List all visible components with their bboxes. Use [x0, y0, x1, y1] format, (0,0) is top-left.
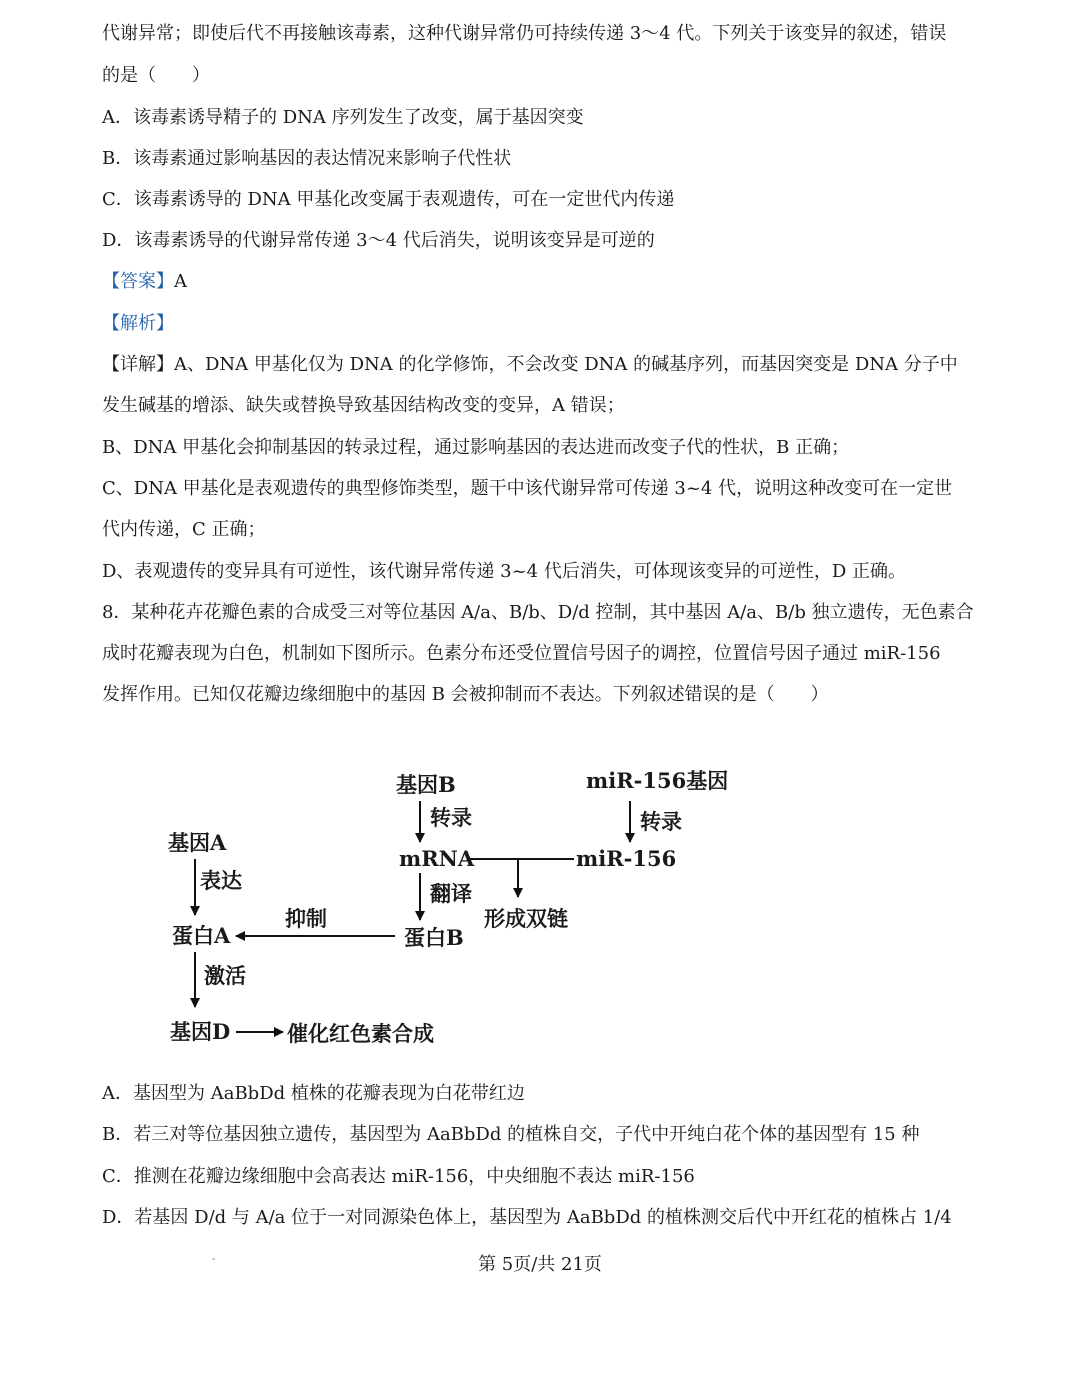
page-number: 第 5页/共 21页 [478, 1254, 602, 1275]
answer-tag: 【答案】 [102, 271, 174, 292]
answer-value: A [174, 271, 187, 292]
label-mrna: mRNA [399, 846, 475, 871]
label-transcribe-mir: 转录 [640, 809, 682, 834]
detail-line-6: D、表观遗传的变异具有可逆性，该代谢异常传递 3~4 代后消失，可体现该变异的可逆性，D 正确。 [102, 561, 907, 582]
detail-line-4: C、DNA 甲基化是表观遗传的典型修饰类型，题干中该代谢异常可传递 3~4 代，说明这种改变可在一定世 [102, 478, 953, 499]
answer-line [102, 270, 187, 294]
label-gene-d: 基因D [170, 1019, 231, 1044]
label-activate: 激活 [204, 963, 246, 988]
detail-line-3: B、DNA 甲基化会抑制基因的转录过程，通过影响基因的表达进而改变子代的性状，B 正确； [102, 437, 850, 458]
q8-option-c: C．推测在花瓣边缘细胞中会高表达 miR-156，中央细胞不表达 miR-156 [102, 1166, 695, 1187]
label-catalyze: 催化红色素合成 [287, 1021, 434, 1046]
label-protein-b: 蛋白B [404, 925, 464, 950]
q8-stem-line-3: 发挥作用。已知仅花瓣边缘细胞中的基因 B 会被抑制而不表达。下列叙述错误的是（ ） [102, 684, 829, 705]
q8-option-d: D．若基因 D/d 与 A/a 位于一对同源染色体上，基因型为 AaBbDd 的植株测交后代中开红花的植株占 1/4 [102, 1207, 952, 1228]
label-gene-a: 基因A [168, 830, 227, 855]
label-translate: 翻译 [430, 881, 472, 906]
label-double-strand: 形成双链 [484, 906, 568, 931]
q8-stem-line-2: 成时花瓣表现为白色，机制如下图所示。色素分布还受位置信号因子的调控，位置信号因子通过 miR-156 [102, 643, 941, 664]
q7-option-a: A．该毒素诱导精子的 DNA 序列发生了改变，属于基因突变 [102, 107, 584, 128]
analysis-tag: 【解析】 [102, 313, 174, 334]
label-express: 表达 [200, 868, 242, 893]
analysis-line [102, 312, 174, 336]
mechanism-diagram [150, 755, 750, 1055]
label-mir-gene: miR-156基因 [586, 768, 729, 793]
label-protein-a: 蛋白A [172, 923, 231, 948]
q8-option-b: B．若三对等位基因独立遗传，基因型为 AaBbDd 的植株自交，子代中开纯白花个体的基因型有 15 种 [102, 1124, 920, 1145]
detail-tag: 【详解】 [102, 354, 174, 375]
q7-option-c: C．该毒素诱导的 DNA 甲基化改变属于表观遗传，可在一定世代内传递 [102, 189, 675, 210]
q8-stem-line-1: 8．某种花卉花瓣色素的合成受三对等位基因 A/a、B/b、D/d 控制，其中基因 A/a、B/b 独立遗传，无色素合 [102, 602, 974, 623]
label-mir156: miR-156 [576, 846, 677, 871]
footer-mark: - [212, 1254, 216, 1265]
q7-option-b: B．该毒素通过影响基因的表达情况来影响子代性状 [102, 148, 512, 169]
detail-text-1: A、DNA 甲基化仅为 DNA 的化学修饰，不会改变 DNA 的碱基序列，而基因突变是 DNA 分子中 [174, 354, 958, 375]
q7-option-d: D．该毒素诱导的代谢异常传递 3～4 代后消失，说明该变异是可逆的 [102, 230, 655, 251]
label-transcribe-b: 转录 [430, 805, 472, 830]
detail-line-2: 发生碱基的增添、缺失或替换导致基因结构改变的变异，A 错误； [102, 395, 625, 416]
detail-line-5: 代内传递，C 正确； [102, 519, 266, 540]
label-gene-b: 基因B [396, 772, 456, 797]
q8-option-a: A．基因型为 AaBbDd 植株的花瓣表现为白花带红边 [102, 1083, 525, 1104]
q7-stem-line-1: 代谢异常；即使后代不再接触该毒素，这种代谢异常仍可持续传递 3～4 代。下列关于该变异的叙述，错误 [102, 23, 947, 44]
label-inhibit: 抑制 [285, 906, 327, 931]
q7-stem-line-2: 的是（ ） [102, 65, 210, 86]
detail-line-1 [102, 353, 958, 377]
